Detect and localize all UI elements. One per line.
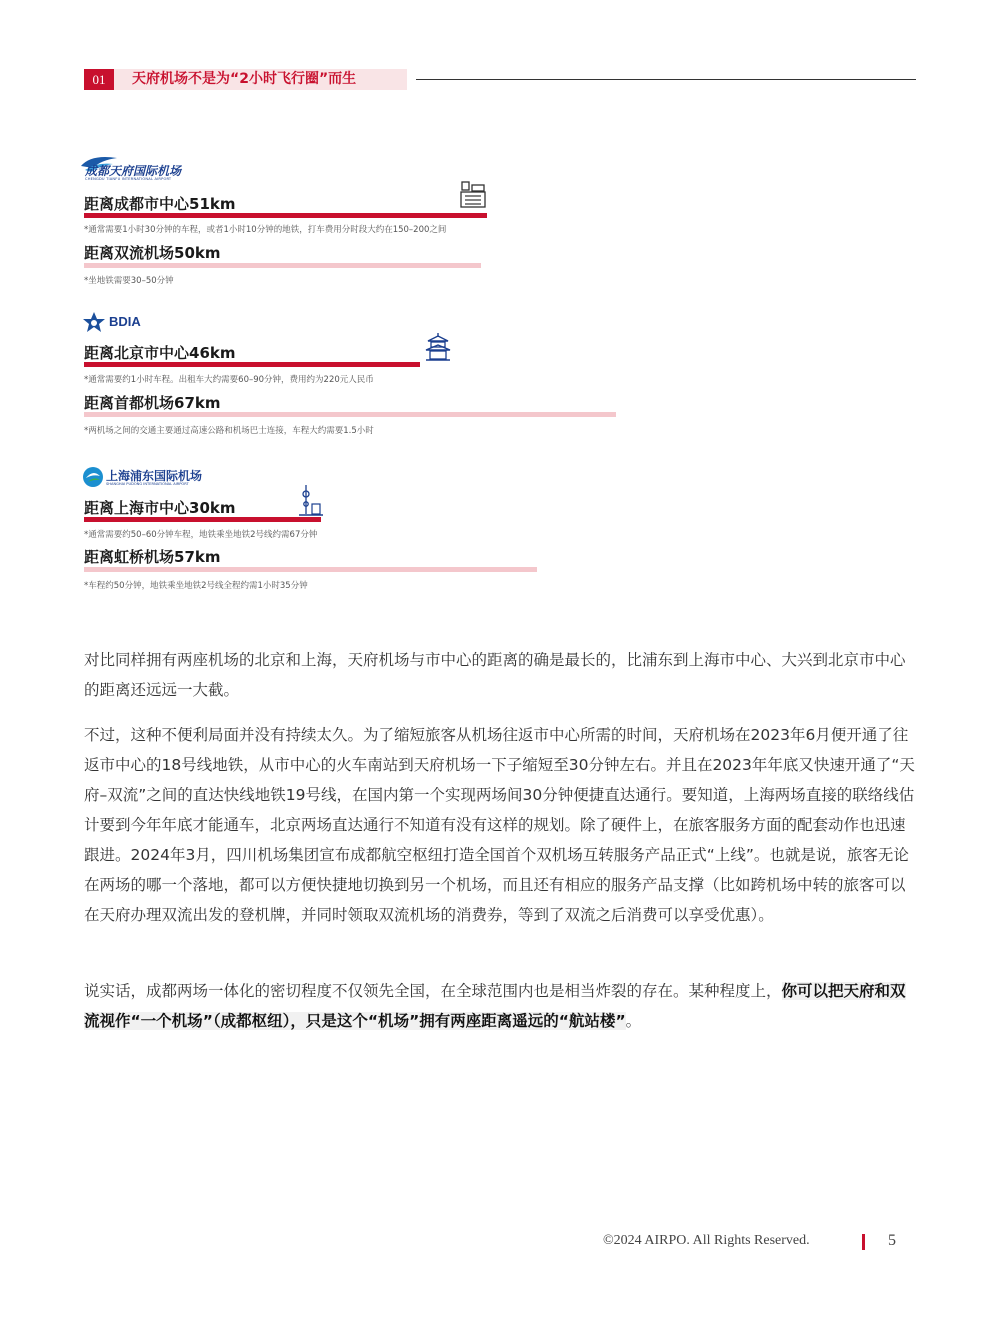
page-number: 5 (888, 1232, 896, 1249)
tianfu-other-note: *坐地铁需要30–50分钟 (84, 276, 174, 286)
tianfu-logo (79, 152, 209, 184)
bdia-logo (79, 311, 169, 333)
shanghai-city-bar (84, 517, 321, 522)
paragraph-3-highlight: 你可以把天府和双流视作“一个机场”（成都枢纽），只是这个“机场”拥有两座距离遥远的“航站楼” (84, 982, 906, 1030)
footer-divider (862, 1234, 865, 1250)
paragraph-3-end: 。 (625, 1012, 642, 1030)
beijing-city-bar (84, 362, 420, 367)
tianfu-city-note: *通常需要1小时30分钟的车程，或者1小时10分钟的地铁，打车费用分时段大约在150–200之间 (84, 225, 447, 235)
pudong-logo-sub: SHANGHAI PUDONG INTERNATIONAL AIRPORT (106, 482, 189, 486)
beijing-other-note: *两机场之间的交通主要通过高速公路和机场巴士连接，车程大约需要1.5小时 (84, 426, 374, 436)
paragraph-1: 对比同样拥有两座机场的北京和上海，天府机场与市中心的距离的确是最长的，比浦东到上海市中心、大兴到北京市中心的距离还远远一大截。 (84, 651, 906, 699)
tianfu-city-bar (84, 213, 487, 218)
tianfu-logo-name: 成都天府国际机场 (85, 164, 182, 178)
copyright-text: ©2024 AIRPO. All Rights Reserved. (603, 1233, 810, 1248)
shanghai-other-bar (84, 567, 537, 572)
paragraph-3 (84, 976, 916, 1036)
section-number: 01 (84, 69, 114, 90)
bdia-logo-name: BDIA (109, 314, 141, 329)
beijing-other-distance: 距离首都机场67km (84, 394, 221, 412)
beijing-city-note: *通常需要约1小时车程。出租车大约需要60–90分钟，费用约为220元人民币 (84, 375, 374, 385)
city-buildings-icon (459, 180, 487, 210)
paragraph-3-text: 说实话，成都两场一体化的密切程度不仅领先全国，在全球范围内也是相当炸裂的存在。某种程度上， (84, 982, 782, 1000)
tv-tower-icon (298, 484, 324, 518)
pudong-emblem-icon (82, 466, 104, 488)
shanghai-other-note: *车程约50分钟，地铁乘坐地铁2号线全程约需1小时35分钟 (84, 581, 308, 591)
pudong-logo-name: 上海浦东国际机场 (106, 469, 203, 483)
bdia-star-icon (82, 311, 106, 333)
tianfu-logo-sub: CHENGDU TIANFU INTERNATIONAL AIRPORT (85, 177, 172, 181)
section-title: 天府机场不是为“2小时飞行圈”而生 (114, 69, 407, 90)
tianfu-other-distance: 距离双流机场50km (84, 244, 221, 262)
tianfu-other-bar (84, 263, 481, 268)
paragraph-2: 不过，这种不便利局面并没有持续太久。为了缩短旅客从机场往返市中心所需的时间，天府机场在2023年6月便开通了往返市中心的18号线地铁，从市中心的火车南站到天府机场一下子缩短至30分钟左右。并且在2023年年底又快速开通了“天府–双流”之间的直达快线地铁19号线，在国内第一个实现两场间30分钟便捷直达通行。要知道，上海两场直接的联络线估计要到今年年底才能通车，北京两场直达通行不知道有没有这样的规划。除了硬件上，在旅客服务方面的配套动作也迅速跟进。2024年3月，四川机场集团宣布成都航空枢纽打造全国首个双机场互转服务产品正式“上线”。也就是说，旅客无论在两场的哪一个落地，都可以方便快捷地切换到另一个机场，而且还有相应的服务产品支撑（比如跨机场中转的旅客可以在天府办理双流出发的登机牌，并同时领取双流机场的消费券，等到了双流之后消费可以享受优惠）。 (84, 726, 915, 924)
shanghai-city-note: *通常需要约50–60分钟车程，地铁乘坐地铁2号线约需67分钟 (84, 530, 318, 540)
tianfu-city-distance: 距离成都市中心51km (84, 195, 236, 213)
shanghai-other-distance: 距离虹桥机场57km (84, 548, 221, 566)
shanghai-city-distance: 距离上海市中心30km (84, 499, 236, 517)
pudong-logo (79, 466, 219, 488)
beijing-other-bar (84, 412, 616, 417)
pagoda-icon (424, 332, 452, 362)
header-divider (416, 79, 916, 80)
beijing-city-distance: 距离北京市中心46km (84, 344, 236, 362)
